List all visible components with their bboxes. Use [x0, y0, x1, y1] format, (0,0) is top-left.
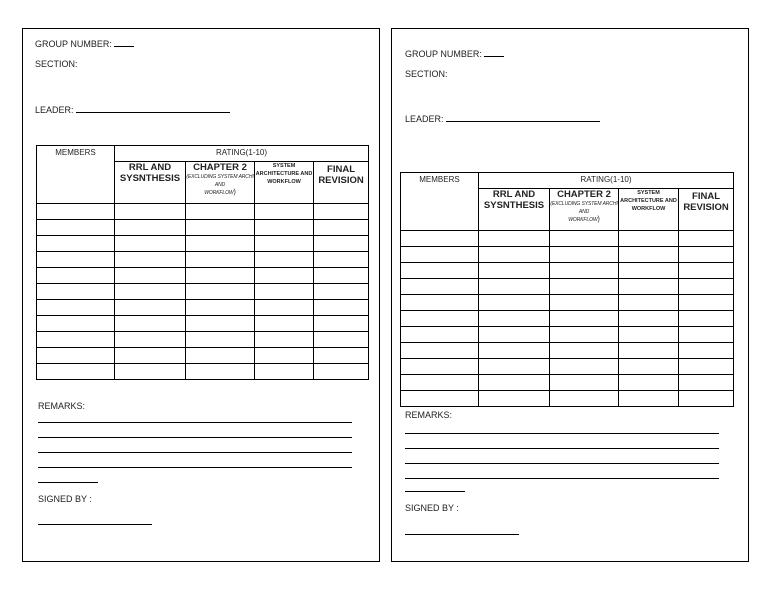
final-score-cell[interactable]: [314, 348, 369, 364]
member-row: [401, 359, 734, 375]
system-score-cell[interactable]: [255, 316, 314, 332]
final-score-cell[interactable]: [679, 375, 734, 391]
member-name-cell[interactable]: [401, 343, 479, 359]
member-row: [401, 311, 734, 327]
rrl-score-cell[interactable]: [479, 247, 550, 263]
group-number-field[interactable]: [35, 38, 134, 49]
leader-label: LEADER:: [405, 114, 444, 124]
rating-form-left: [22, 28, 380, 562]
member-rows: [37, 204, 369, 380]
final-header: FINAL REVISION: [314, 162, 369, 204]
system-score-cell[interactable]: [619, 359, 679, 375]
member-row: [37, 284, 369, 300]
system-score-cell[interactable]: [255, 348, 314, 364]
chapter2-score-cell[interactable]: [550, 391, 619, 407]
member-row: [37, 220, 369, 236]
final-score-cell[interactable]: [679, 279, 734, 295]
rating-header: RATING(1-10): [479, 173, 734, 189]
member-name-cell[interactable]: [37, 236, 115, 252]
final-score-cell[interactable]: [679, 343, 734, 359]
system-score-cell[interactable]: [255, 236, 314, 252]
final-score-cell[interactable]: [679, 263, 734, 279]
chapter2-score-cell[interactable]: [550, 295, 619, 311]
chapter2-score-cell[interactable]: [550, 327, 619, 343]
system-score-cell[interactable]: [619, 391, 679, 407]
system-score-cell[interactable]: [619, 327, 679, 343]
remarks-label: REMARKS:: [405, 410, 453, 420]
member-name-cell[interactable]: [401, 391, 479, 407]
chapter2-score-cell[interactable]: [550, 279, 619, 295]
chapter2-score-cell[interactable]: [550, 343, 619, 359]
system-score-cell[interactable]: [255, 300, 314, 316]
system-score-cell[interactable]: [255, 204, 314, 220]
rrl-score-cell[interactable]: [479, 263, 550, 279]
system-score-cell[interactable]: [619, 343, 679, 359]
rrl-header: RRL AND SYSNTHESIS: [115, 162, 186, 204]
rrl-score-cell[interactable]: [115, 284, 186, 300]
system-score-cell[interactable]: [255, 220, 314, 236]
signature-line[interactable]: [405, 534, 519, 535]
rating-table: [400, 172, 734, 407]
member-row: [37, 316, 369, 332]
member-name-cell[interactable]: [401, 247, 479, 263]
signed-by-label: SIGNED BY :: [38, 494, 92, 504]
final-score-cell[interactable]: [314, 284, 369, 300]
final-score-cell[interactable]: [679, 359, 734, 375]
chapter2-score-cell[interactable]: [550, 359, 619, 375]
rrl-score-cell[interactable]: [115, 348, 186, 364]
rating-form-right: [391, 28, 749, 562]
member-name-cell[interactable]: [401, 263, 479, 279]
member-name-cell[interactable]: [37, 316, 115, 332]
chapter2-score-cell[interactable]: [186, 268, 255, 284]
chapter2-header: CHAPTER 2 (EXCLUDING SYSTEM ARCHI AND WORKFLOW): [550, 189, 619, 231]
final-score-cell[interactable]: [314, 300, 369, 316]
final-score-cell[interactable]: [679, 311, 734, 327]
section-label[interactable]: SECTION:: [405, 69, 448, 79]
member-row: [401, 263, 734, 279]
rrl-score-cell[interactable]: [115, 220, 186, 236]
member-name-cell[interactable]: [37, 284, 115, 300]
group-number-label: GROUP NUMBER:: [35, 39, 112, 49]
member-name-cell[interactable]: [401, 231, 479, 247]
final-score-cell[interactable]: [314, 364, 369, 380]
final-score-cell[interactable]: [314, 268, 369, 284]
member-row: [37, 364, 369, 380]
final-score-cell[interactable]: [314, 252, 369, 268]
rrl-score-cell[interactable]: [115, 268, 186, 284]
member-name-cell[interactable]: [37, 220, 115, 236]
final-score-cell[interactable]: [679, 231, 734, 247]
member-name-cell[interactable]: [37, 364, 115, 380]
chapter2-score-cell[interactable]: [186, 236, 255, 252]
member-row: [401, 391, 734, 407]
rrl-score-cell[interactable]: [479, 311, 550, 327]
chapter2-score-cell[interactable]: [186, 204, 255, 220]
system-score-cell[interactable]: [255, 252, 314, 268]
members-header: MEMBERS: [37, 146, 115, 204]
member-rows: [401, 231, 734, 407]
rrl-score-cell[interactable]: [479, 375, 550, 391]
rrl-score-cell[interactable]: [115, 332, 186, 348]
member-row: [37, 300, 369, 316]
leader-line: [446, 113, 600, 122]
member-row: [401, 279, 734, 295]
group-number-label: GROUP NUMBER:: [405, 49, 482, 59]
system-score-cell[interactable]: [619, 311, 679, 327]
chapter2-score-cell[interactable]: [550, 263, 619, 279]
chapter2-score-cell[interactable]: [550, 231, 619, 247]
chapter2-score-cell[interactable]: [186, 252, 255, 268]
remarks-line[interactable]: [38, 437, 352, 438]
member-row: [401, 375, 734, 391]
rrl-header: RRL AND SYSNTHESIS: [479, 189, 550, 231]
rrl-score-cell[interactable]: [115, 252, 186, 268]
member-row: [37, 204, 369, 220]
final-score-cell[interactable]: [679, 247, 734, 263]
chapter2-score-cell[interactable]: [550, 375, 619, 391]
leader-field[interactable]: [35, 104, 230, 115]
final-score-cell[interactable]: [314, 220, 369, 236]
remarks-line[interactable]: [405, 478, 719, 479]
rating-header: RATING(1-10): [115, 146, 369, 162]
rrl-score-cell[interactable]: [479, 343, 550, 359]
chapter2-score-cell[interactable]: [186, 364, 255, 380]
group-number-field[interactable]: [405, 48, 504, 59]
member-name-cell[interactable]: [37, 332, 115, 348]
final-score-cell[interactable]: [314, 204, 369, 220]
rrl-score-cell[interactable]: [115, 236, 186, 252]
member-row: [37, 348, 369, 364]
remarks-line[interactable]: [38, 467, 352, 468]
member-row: [37, 252, 369, 268]
member-name-cell[interactable]: [401, 295, 479, 311]
system-score-cell[interactable]: [619, 295, 679, 311]
system-score-cell[interactable]: [619, 247, 679, 263]
member-name-cell[interactable]: [37, 268, 115, 284]
rrl-score-cell[interactable]: [479, 359, 550, 375]
members-header: MEMBERS: [401, 173, 479, 231]
rrl-score-cell[interactable]: [479, 231, 550, 247]
signature-line[interactable]: [38, 524, 152, 525]
rrl-score-cell[interactable]: [115, 316, 186, 332]
remarks-line[interactable]: [405, 433, 719, 434]
rrl-score-cell[interactable]: [479, 295, 550, 311]
chapter2-score-cell[interactable]: [186, 220, 255, 236]
system-header: SYSTEM ARCHITECTURE AND WORKFLOW: [619, 189, 679, 231]
remarks-line[interactable]: [405, 448, 719, 449]
system-header: SYSTEM ARCHITECTURE AND WORKFLOW: [255, 162, 314, 204]
member-row: [401, 327, 734, 343]
member-name-cell[interactable]: [401, 311, 479, 327]
member-row: [401, 231, 734, 247]
rrl-score-cell[interactable]: [115, 364, 186, 380]
member-name-cell[interactable]: [401, 279, 479, 295]
chapter2-header: CHAPTER 2 (EXCLUDING SYSTEM ARCHI AND WORKFLOW): [186, 162, 255, 204]
rrl-score-cell[interactable]: [479, 327, 550, 343]
rrl-score-cell[interactable]: [115, 300, 186, 316]
chapter2-score-cell[interactable]: [186, 348, 255, 364]
final-score-cell[interactable]: [679, 295, 734, 311]
group-number-line: [114, 38, 134, 47]
chapter2-score-cell[interactable]: [550, 311, 619, 327]
chapter2-score-cell[interactable]: [186, 332, 255, 348]
final-score-cell[interactable]: [314, 332, 369, 348]
system-score-cell[interactable]: [255, 332, 314, 348]
rating-table: [36, 145, 369, 380]
member-row: [37, 332, 369, 348]
member-row: [37, 268, 369, 284]
system-score-cell[interactable]: [255, 268, 314, 284]
member-name-cell[interactable]: [401, 359, 479, 375]
remarks-line[interactable]: [405, 491, 465, 492]
member-row: [401, 295, 734, 311]
system-score-cell[interactable]: [619, 231, 679, 247]
final-score-cell[interactable]: [679, 327, 734, 343]
remarks-line[interactable]: [38, 422, 352, 423]
group-number-line: [484, 48, 504, 57]
member-row: [401, 247, 734, 263]
final-score-cell[interactable]: [314, 316, 369, 332]
remarks-label: REMARKS:: [38, 401, 86, 411]
member-name-cell[interactable]: [37, 348, 115, 364]
rrl-score-cell[interactable]: [115, 204, 186, 220]
leader-field[interactable]: [405, 113, 600, 124]
system-score-cell[interactable]: [619, 263, 679, 279]
system-score-cell[interactable]: [255, 284, 314, 300]
rrl-score-cell[interactable]: [479, 391, 550, 407]
system-score-cell[interactable]: [619, 279, 679, 295]
signed-by-label: SIGNED BY :: [405, 503, 459, 513]
member-name-cell[interactable]: [401, 375, 479, 391]
remarks-line[interactable]: [405, 463, 719, 464]
member-name-cell[interactable]: [37, 204, 115, 220]
system-score-cell[interactable]: [619, 375, 679, 391]
member-name-cell[interactable]: [401, 327, 479, 343]
chapter2-score-cell[interactable]: [550, 247, 619, 263]
member-row: [37, 236, 369, 252]
chapter2-score-cell[interactable]: [186, 300, 255, 316]
member-name-cell[interactable]: [37, 252, 115, 268]
leader-label: LEADER:: [35, 105, 74, 115]
remarks-line[interactable]: [38, 452, 352, 453]
section-label[interactable]: SECTION:: [35, 59, 78, 69]
member-name-cell[interactable]: [37, 300, 115, 316]
final-score-cell[interactable]: [679, 391, 734, 407]
chapter2-score-cell[interactable]: [186, 284, 255, 300]
leader-line: [76, 104, 230, 113]
member-row: [401, 343, 734, 359]
remarks-line[interactable]: [38, 482, 98, 483]
final-score-cell[interactable]: [314, 236, 369, 252]
rrl-score-cell[interactable]: [479, 279, 550, 295]
chapter2-score-cell[interactable]: [186, 316, 255, 332]
system-score-cell[interactable]: [255, 364, 314, 380]
final-header: FINAL REVISION: [679, 189, 734, 231]
